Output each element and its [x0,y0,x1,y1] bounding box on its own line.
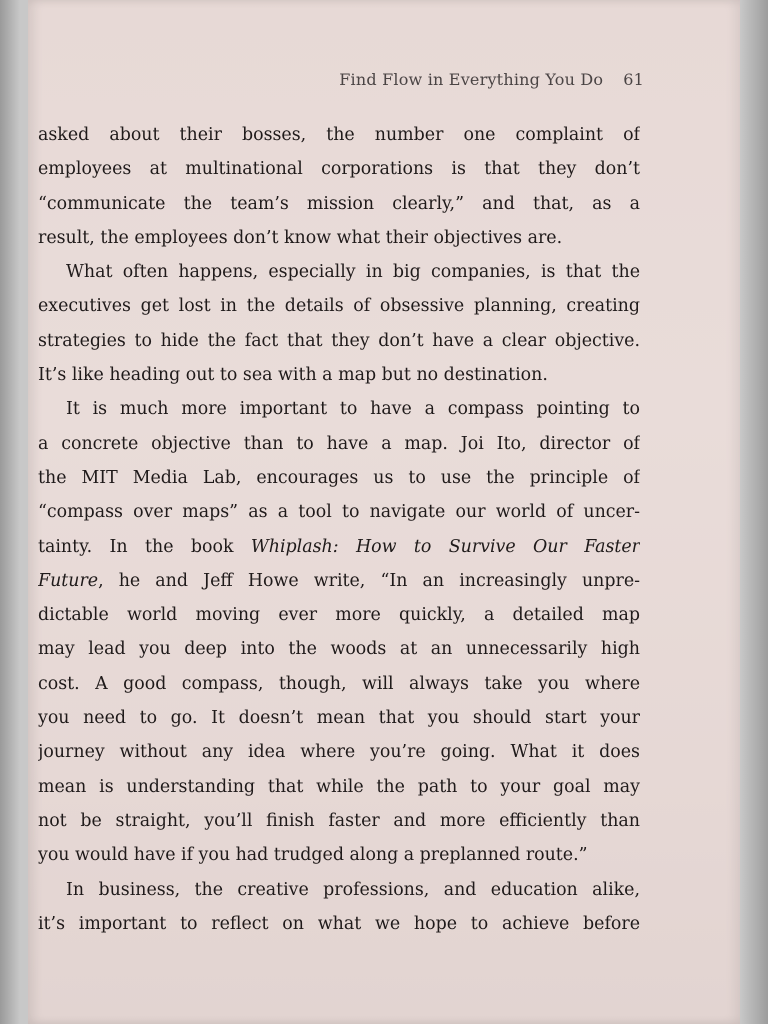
running-head [339,70,644,89]
text-line: not be straight, you’ll finish faster and more efficiently than [38,810,640,831]
text-line: strategies to hide the fact that they don’t have a clear objective. [38,330,640,351]
book-title: Whiplash: How to Survive Our Faster [250,536,640,557]
text-run: , he and Jeff Howe write, “In an increasingly unpre- [98,570,640,591]
text-line: “compass over maps” as a tool to navigate our world of uncer- [38,502,640,523]
text-line: executives get lost in the details of obsessive planning, creating [38,296,640,317]
text-line: mean is understanding that while the path to your goal may [38,776,640,797]
text-line: it’s important to reflect on what we hope to achieve before [38,913,640,934]
chapter-title: Find Flow in Everything You Do [339,70,604,89]
body-text [38,118,640,941]
text-line: dictable world moving ever more quickly, a detailed map [38,605,640,626]
text-line: It is much more important to have a compass pointing to [66,399,640,420]
text-line: result, the employees don’t know what their objectives are. [38,227,563,248]
text-line: may lead you deep into the woods at an unnecessarily high [38,639,640,660]
text-line: you need to go. It doesn’t mean that you should start your [38,708,640,729]
text-line: asked about their bosses, the number one complaint of [38,125,640,145]
book-page [28,0,740,1024]
page-number: 61 [623,70,644,89]
text-line: you would have if you had trudged along a preplanned route.” [38,845,588,866]
text-line: cost. A good compass, though, will always take you where [38,673,640,694]
text-line: It’s like heading out to sea with a map but no destination. [38,365,548,386]
text-line: In business, the creative professions, and education alike, [66,879,640,900]
text-run: tainty. In the book [38,536,251,557]
text-line [38,530,640,564]
text-line: journey without any idea where you’re going. What it does [38,742,640,763]
text-line [38,564,640,598]
text-line: “communicate the team’s mission clearly,” and that, as a [38,193,640,214]
text-line: employees at multinational corporations is that they don’t [38,159,640,180]
book-title: Future [38,570,99,591]
text-line: What often happens, especially in big companies, is that the [66,262,640,283]
text-line: a concrete objective than to have a map. Joi Ito, director of [38,433,640,454]
text-line: the MIT Media Lab, encourages us to use the principle of [38,467,640,488]
